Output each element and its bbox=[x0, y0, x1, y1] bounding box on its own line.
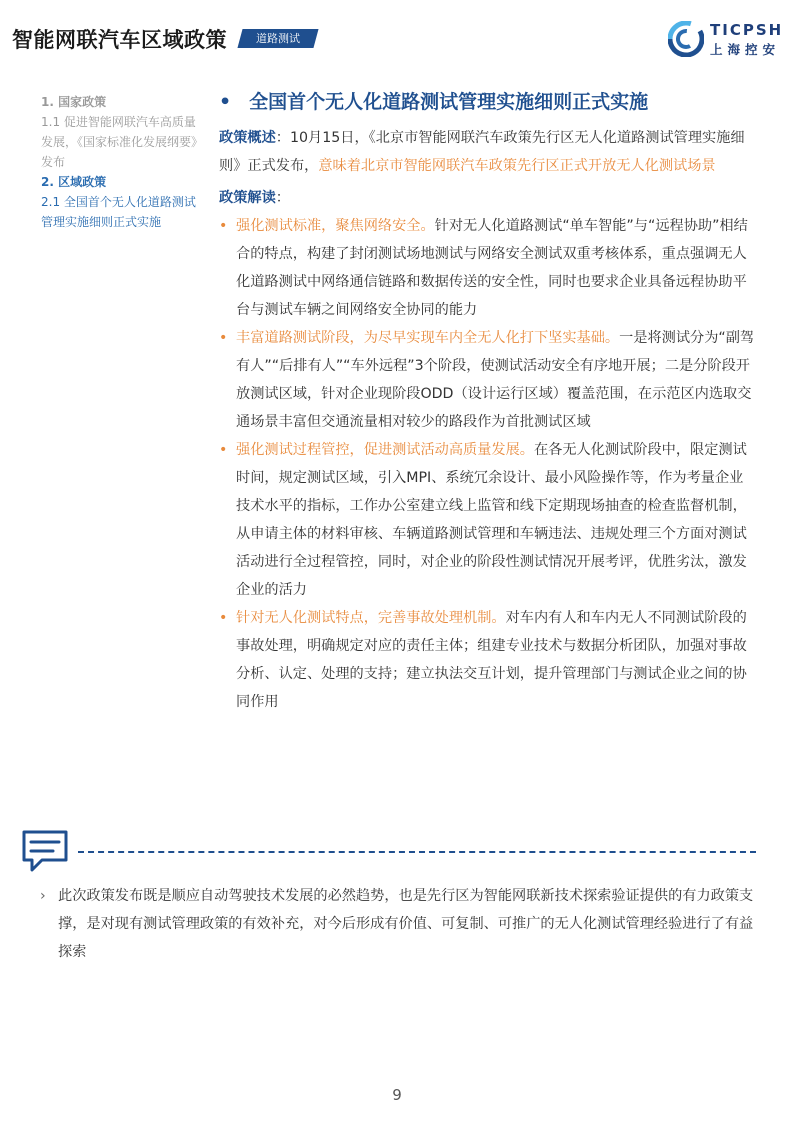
bullet-marker: • bbox=[219, 610, 228, 626]
logo-text-en: TICPSH bbox=[710, 21, 784, 39]
interpretation-colon: ： bbox=[275, 190, 290, 206]
overview-colon: ： bbox=[275, 130, 290, 146]
toc-item-national-policy[interactable]: 1. 国家政策 bbox=[41, 95, 107, 109]
bullet-highlight: 针对无人化测试特点，完善事故处理机制。 bbox=[236, 610, 506, 626]
toc-item-national-standard[interactable]: 1.1 促进智能网联汽车高质量发展，《国家标准化发展纲要》发布 bbox=[41, 115, 198, 169]
bullet-highlight: 强化测试过程管控，促进测试活动高质量发展。 bbox=[236, 442, 534, 458]
comment-icon bbox=[20, 828, 70, 874]
summary-note bbox=[40, 882, 756, 966]
overview-label: 政策概述 bbox=[219, 130, 276, 146]
interpretation-heading bbox=[219, 184, 755, 212]
bullet-marker: • bbox=[219, 442, 228, 458]
page-number: 9 bbox=[392, 1086, 402, 1104]
table-of-contents bbox=[41, 92, 201, 232]
logo-text-cn: 上海控安 bbox=[710, 42, 781, 57]
dashed-divider bbox=[78, 851, 756, 853]
overview-text: 10月15日，《北京市智能网联汽车政策先行区无人化道路测试管理实施细则》正式发布， bbox=[219, 130, 745, 174]
toc-item-regional-policy[interactable]: 2. 区域政策 bbox=[41, 175, 107, 189]
bullet-text: 对车内有人和车内无人不同测试阶段的事故处理，明确规定对应的责任主体；组建专业技术与数据分析团队，加强对事故分析、认定、处理的支持；建立执法交互计划，提升管理部门与测试企业之间的协同作用 bbox=[236, 610, 747, 710]
bullet-highlight: 丰富道路测试阶段，为尽早实现车内全无人化打下坚实基础。 bbox=[236, 330, 620, 346]
bullet-marker: • bbox=[219, 330, 228, 346]
bullet-text: 在各无人化测试阶段中，限定测试时间，规定测试区域，引入MPI、系统冗余设计、最小风险操作等，作为考量企业技术水平的指标，工作办公室建立线上监管和线下定期现场抽查的检查监督机制，从申请主体的材料审核、车辆道路测试管理和车辆违法、违规处理三个方面对测试活动进行全过程管控，同时，对企业的阶段性测试情况开展考评，优胜劣汰，激发企业的活力 bbox=[236, 442, 747, 598]
bullet-highlight: 强化测试标准，聚焦网络安全。 bbox=[236, 218, 435, 234]
page-header-title: 智能网联汽车区域政策 bbox=[12, 28, 227, 52]
interpretation-label: 政策解读 bbox=[219, 190, 276, 206]
title-bullet: • bbox=[219, 91, 232, 113]
toc-item-unmanned-testing[interactable]: 2.1 全国首个无人化道路测试管理实施细则正式实施 bbox=[41, 195, 196, 229]
bullet-marker: • bbox=[219, 218, 228, 234]
summary-text: 此次政策发布既是顺应自动驾驶技术发展的必然趋势，也是先行区为智能网联新技术探索验证提供的有力政策支撑，是对现有测试管理政策的有效补充，对今后形成有价值、可复制、可推广的无人化测试管理经验进行了有益探索 bbox=[58, 888, 754, 960]
list-item bbox=[219, 436, 755, 604]
article-title bbox=[219, 86, 755, 118]
overview-highlight: 意味着北京市智能网联汽车政策先行区正式开放无人化测试场景 bbox=[318, 158, 716, 174]
bullet-text: 针对无人化道路测试“单车智能”与“远程协助”相结合的特点，构建了封闭测试场地测试与网络安全测试双重考核体系，重点强调无人化道路测试中网络通信链路和数据传送的安全性，同时也要求企业具备远程协助平台与测试车辆之间网络安全协同的能力 bbox=[236, 218, 748, 318]
list-item bbox=[219, 604, 755, 716]
chevron-right-icon: › bbox=[40, 888, 46, 904]
list-item bbox=[219, 324, 755, 436]
article-title-text: 全国首个无人化道路测试管理实施细则正式实施 bbox=[249, 91, 649, 113]
section-tag: 道路测试 bbox=[256, 32, 300, 45]
bullet-text: 一是将测试分为“副驾有人”“后排有人”“车外远程”3个阶段，使测试活动安全有序地开展；二是分阶段开放测试区域，针对企业现阶段ODD（设计运行区域）覆盖范围，在示范区内选取交通场景丰富但交通流量相对较少的路段作为首批测试区域 bbox=[236, 330, 755, 430]
policy-overview bbox=[219, 124, 755, 180]
ticpsh-logo-icon bbox=[668, 21, 704, 57]
list-item bbox=[219, 212, 755, 324]
main-content bbox=[219, 86, 755, 716]
